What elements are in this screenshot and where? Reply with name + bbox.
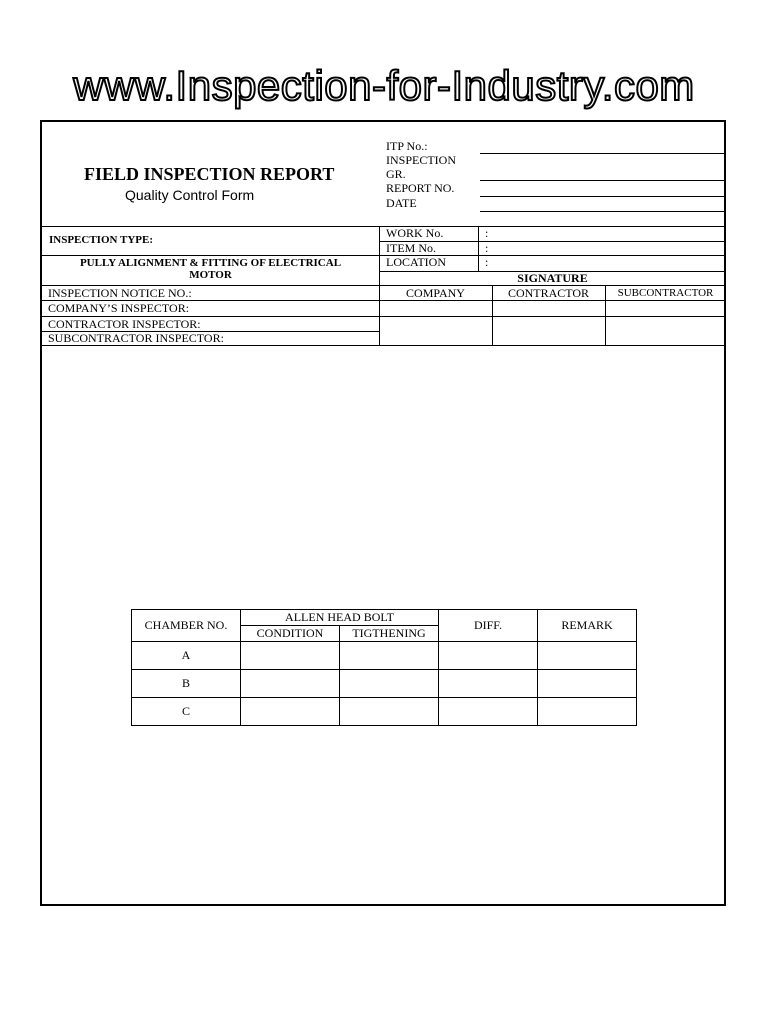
table-bottom-rule	[42, 345, 726, 346]
report-subtitle: Quality Control Form	[125, 187, 255, 203]
date-label: DATE	[386, 196, 417, 210]
itp-line	[480, 153, 726, 154]
work-no-label: WORK No.	[386, 226, 444, 240]
diff-cell	[439, 670, 538, 698]
gr-line	[480, 180, 726, 181]
location-colon: :	[485, 255, 489, 269]
tightening-cell	[340, 698, 439, 726]
condition-cell	[241, 642, 340, 670]
remark-cell	[538, 698, 637, 726]
diff-header: DIFF.	[439, 610, 538, 642]
type-rule	[42, 255, 726, 256]
signature-row-rule	[379, 316, 726, 317]
contractor-inspector-label: CONTRACTOR INSPECTOR:	[48, 317, 201, 331]
chamber-cell: A	[132, 642, 241, 670]
signature-subcontractor: SUBCONTRACTOR	[617, 287, 714, 299]
diff-cell	[439, 642, 538, 670]
inspection-notice-label: INSPECTION NOTICE NO.:	[48, 286, 192, 300]
bolt-table	[131, 609, 637, 726]
tightening-header: TIGTHENING	[340, 626, 439, 642]
condition-cell	[241, 698, 340, 726]
chamber-cell: B	[132, 670, 241, 698]
signature-contractor: CONTRACTOR	[507, 286, 590, 300]
itp-label: ITP No.:	[386, 139, 428, 153]
diff-cell	[439, 698, 538, 726]
tightening-cell	[340, 642, 439, 670]
location-label: LOCATION	[386, 255, 446, 269]
report-no-line	[480, 196, 726, 197]
chamber-cell: C	[132, 698, 241, 726]
remark-cell	[538, 642, 637, 670]
table-row	[132, 698, 637, 726]
site-title: www.Inspection-for-Industry.com	[73, 62, 695, 109]
colon-divider	[478, 226, 479, 271]
condition-header: CONDITION	[241, 626, 340, 642]
report-no-label: REPORT NO.	[386, 181, 455, 195]
table-row	[132, 642, 637, 670]
inspection-label: INSPECTION	[386, 153, 457, 167]
report-title: FIELD INSPECTION REPORT	[84, 164, 335, 184]
gr-label: GR.	[386, 167, 406, 181]
report-frame	[40, 120, 726, 906]
table-row	[132, 670, 637, 698]
allen-head-bolt-header: ALLEN HEAD BOLT	[241, 610, 439, 626]
subcontractor-inspector-label: SUBCONTRACTOR INSPECTOR:	[48, 331, 224, 345]
work-no-colon: :	[485, 226, 489, 240]
chamber-header: CHAMBER NO.	[132, 610, 241, 642]
tightening-cell	[340, 670, 439, 698]
item-no-colon: :	[485, 241, 489, 255]
signature-heading: SIGNATURE	[517, 271, 588, 285]
inspection-type-value-line2: MOTOR	[189, 269, 232, 281]
item-no-label: ITEM No.	[386, 241, 436, 255]
remark-header: REMARK	[538, 610, 637, 642]
signature-company: COMPANY	[406, 286, 465, 300]
company-inspector-label: COMPANY’S INSPECTOR:	[48, 301, 190, 315]
inspection-type-label: INSPECTION TYPE:	[49, 234, 154, 246]
condition-cell	[241, 670, 340, 698]
inspection-type-value: PULLY ALIGNMENT & FITTING OF ELECTRICAL	[79, 257, 342, 269]
date-line	[480, 211, 726, 212]
remark-cell	[538, 670, 637, 698]
header-bottom-rule	[42, 226, 726, 227]
